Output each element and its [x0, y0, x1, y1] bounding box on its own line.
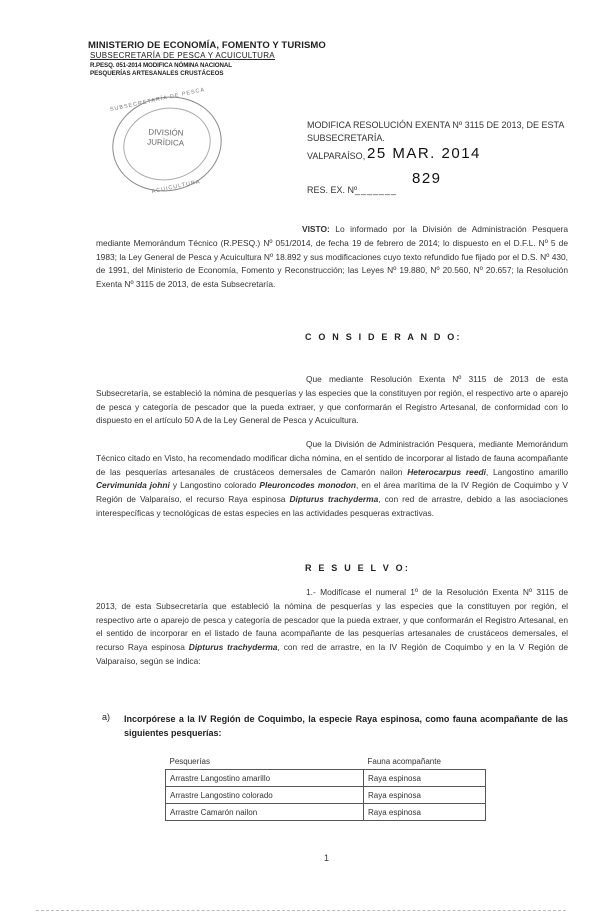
considerando-heading: C O N S I D E R A N D O:	[305, 332, 462, 342]
stamp-ring-top: SUBSECRETARÍA DE PESCA	[109, 86, 206, 114]
considerando-p2-a: Que la División de Administración Pesquera, mediante Memorándum Técnico citado en Visto, ha recomendado modificar dicha nómina, en el sentido de incorporar al listado de fauna acompañante de las pesquerías artesanales de crustáceos demersales de Camarón nailon	[96, 439, 568, 477]
table-cell-pesqueria: Arrastre Langostino amarillo	[166, 770, 364, 787]
resuelvo-p1-b: , con red de arrastre, en la IV Región de Coquimbo y en la V Región de Valparaíso, según se indica:	[96, 642, 569, 666]
table-header-pesquerias: Pesquerías	[166, 753, 364, 770]
resuelvo-paragraph-1	[96, 586, 568, 669]
considerando-paragraph-2	[96, 438, 568, 521]
species-dipturus: Dipturus trachyderma	[289, 494, 379, 505]
considerando-paragraph-1	[96, 373, 568, 428]
resuelvo-p1-a: 1.- Modifícase el numeral 1º de la Resolución Exenta Nº 3115 de 2013, de esta Subsecretaría que estableció la nómina de pesquerías y las especies que la constituyen por región, el respectivo arte o aparejo de pesca y categoría de pescador que la pueda extraer, y que conformarán el Registro Artesanal, en el sentido de incorporar en el listado de fauna acompañante de las pesquerías artesanales de crustáceos demersales, el recurso Raya espinosa	[96, 587, 568, 653]
reference-code: R.PESQ. 051-2014 MODIFICA NÓMINA NACIONAL	[90, 62, 232, 69]
reference-subject: PESQUERÍAS ARTESANALES CRUSTÁCEOS	[90, 70, 224, 77]
table-cell-fauna: Raya espinosa	[364, 804, 486, 821]
stamp-ring-bottom: ACUICULTURA	[151, 178, 202, 196]
resuelvo-heading: R E S U E L V O:	[305, 563, 411, 573]
visto-label: VISTO:	[302, 224, 330, 234]
visto-paragraph	[96, 223, 568, 292]
stamp-center-line2: JURÍDICA	[146, 137, 185, 148]
visto-text: Lo informado por la División de Administración Pesquera mediante Memorándum Técnico (R.PESQ.) Nº 051/2014, de fecha 19 de febrero de 2014; lo dispuesto en el D.F.L. Nº 5 de 1983; la Ley General de Pesca y Acuicultura Nº 18.892 y sus modificaciones cuyo texto refundido fue fijado por el D.S. Nº 430, de 1991, del Ministerio de Economía, Fomento y Reconstrucción; las Leyes Nº 19.880, Nº 20.560, Nº 20.657; la Resolución Exenta Nº 3115 de 2013, de esta Subsecretaría.	[96, 224, 568, 290]
resolution-number: 829	[412, 170, 442, 187]
table-row	[166, 804, 486, 821]
considerando-p2-d: , en el área marítima de la IV Región de Coquimbo y V Región de Valparaíso, el recurso Raya espinosa	[96, 480, 568, 505]
considerando-p2-b: , Langostino amarillo	[485, 466, 568, 477]
table-cell-fauna: Raya espinosa	[364, 770, 486, 787]
species-dipturus-resuelvo: Dipturus trachyderma	[188, 642, 278, 653]
res-ex-line: _______	[355, 185, 398, 195]
item-a-text: Incorpórese a la IV Región de Coquimbo, la especie Raya espinosa, como fauna acompañante de las siguientes pesquerías:	[124, 714, 568, 738]
stamp-center-line1: DIVISIÓN	[148, 127, 184, 138]
item-a-label: a)	[102, 712, 111, 722]
table-row	[166, 787, 486, 804]
species-cervimunida: Cervimunida johni	[96, 480, 170, 491]
considerando-p2-e: , con red de arrastre, debido a las asociaciones interespecíficas y tecnológicas de estas especies en las actividades pesqueras extractivas.	[96, 494, 568, 518]
considerando-p2-c: y Langostino colorado	[169, 480, 260, 491]
place-label: VALPARAÍSO,	[307, 151, 366, 161]
res-ex-label: RES. EX. Nº	[307, 185, 358, 195]
stamp-center-text	[133, 127, 198, 149]
official-stamp	[103, 87, 230, 202]
page-number: 1	[324, 853, 330, 863]
species-heterocarpus: Heterocarpus reedi	[407, 466, 486, 477]
table-cell-pesqueria: Arrastre Langostino colorado	[166, 787, 364, 804]
footer-divider	[36, 910, 566, 911]
fauna-table	[165, 753, 486, 821]
species-pleuroncodes: Pleuroncodes monodon	[259, 480, 357, 491]
date-stamp: 25 MAR. 2014	[367, 145, 481, 162]
resolution-reference: MODIFICA RESOLUCIÓN EXENTA Nº 3115 DE 2013, DE ESTA SUBSECRETARÍA.	[307, 120, 564, 143]
table-header-fauna: Fauna acompañante	[364, 753, 486, 770]
table-row	[166, 770, 486, 787]
subsecretaria-title: SUBSECRETARÍA DE PESCA Y ACUICULTURA	[90, 51, 275, 60]
table-cell-fauna: Raya espinosa	[364, 787, 486, 804]
table-cell-pesqueria: Arrastre Camarón nailon	[166, 804, 364, 821]
table-header-row	[166, 753, 486, 770]
ministry-title: MINISTERIO DE ECONOMÍA, FOMENTO Y TURISMO	[88, 40, 326, 51]
considerando-p1-text: Que mediante Resolución Exenta Nº 3115 de 2013 de esta Subsecretaría, se estableció la nómina de pesquerías y las especies que la constituyen por región, el respectivo arte o aparejo de pesca y categoría de pescador que la pueda extraer, y que conformarán el Registro Artesanal, de conformidad con lo dispuesto en el artículo 50 A de la Ley General de Pesca y Acuicultura.	[96, 374, 568, 426]
